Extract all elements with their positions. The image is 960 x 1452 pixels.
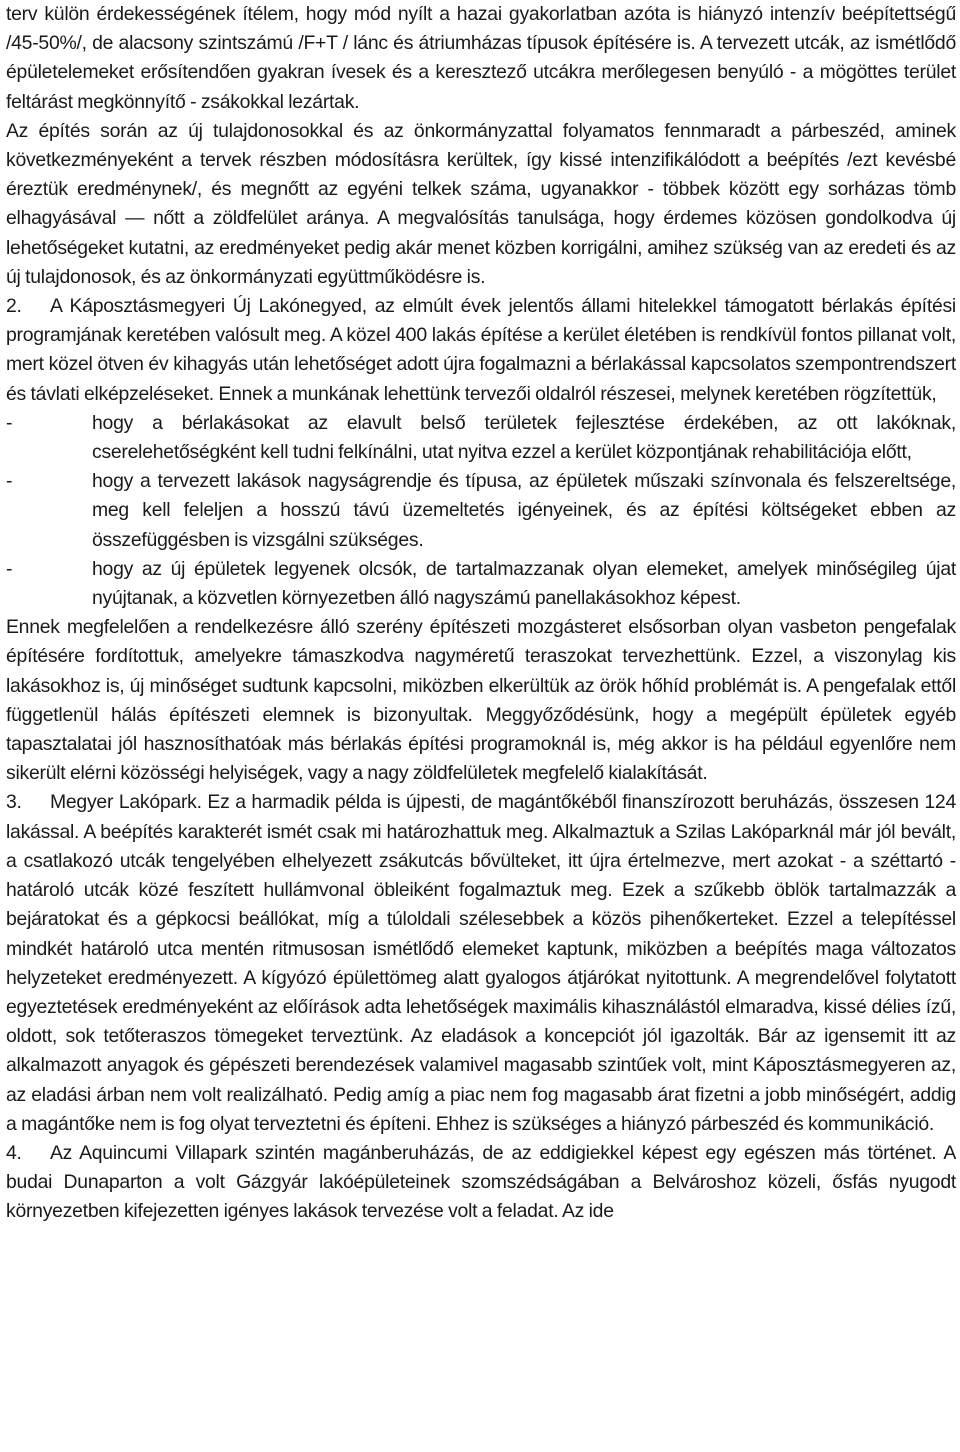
list-item-text: Az Aquincumi Villapark szintén magánberuházás, de az eddigiekkel képest egy egészen más történet. A budai Dunaparton a volt Gázgyár lakóépületeinek szomszédságában a Belvároshoz közeli, ősfás nyugodt környezetben kifejezetten igényes lakások tervezése volt a feladat. Az ide [6, 1141, 956, 1223]
dash-item-text: hogy az új épületek legyenek olcsók, de tartalmazzanak olyan elemeket, amelyek minőségileg újat nyújtanak, a közvetlen környezetben álló nagyszámú panellakásokhoz képest. [92, 557, 956, 610]
dash-item-3 [6, 555, 956, 613]
list-item-text: A Káposztásmegyeri Új Lakónegyed, az elmúlt évek jelentős állami hitelekkel támogatott bérlakás építési programjának keretében valósult meg. A közel 400 lakás építése a kerület életében is rendkívül fontos pillanat volt, mert közel ötven év kihagyás után lehetőséget adott újra fogalmazni a bérlakással kapcsolatos szempontrendszert és távlati elképzeléseket. Ennek a munkának lehettünk tervezői oldalról részesei, melynek keretében rögzítettük, [6, 295, 956, 405]
list-number: 3. [6, 791, 22, 814]
paragraph-construction: Az építés során az új tulajdonosokkal és az önkormányzattal folyamatos fennmaradt a párbeszéd, aminek következményeként a tervek részben módosításra kerültek, így kissé intenzifikálódott a beépítés /ezt kevésbé éreztük eredménynek/, és megnőtt az egyéni telkek száma, ugyanakkor - többek között egy sorházas tömb elhagyásával — nőtt a zöldfelület aránya. A megvalósítás tanulsága, hogy érdemes közösen gondolkodva új lehetőségeket kutatni, az eredményeket pedig akár menet közben korrigálni, amihez szükség van az eredeti és az új tulajdonosok, és az önkormányzati együttműködésre is. [6, 119, 956, 288]
dash-item-1 [6, 409, 956, 467]
list-number: 4. [6, 1141, 22, 1164]
paragraph-pengefalak: Ennek megfelelően a rendelkezésre álló szerény építészeti mozgásteret elsősorban olyan vasbeton pengefalak építésére fordítottuk, amelyekre támaszkodva nagyméretű teraszokat tervezhettünk. Ezzel, a viszonylag kis lakásokhoz is, új minőséget sudtunk kapcsolni, miközben elkerültük az örök hőhíd problémát is. A pengefalak ettől függetlenül hálás építészeti elemnek is bizonyultak. Meggyőződésünk, hogy a megépült épületek egyéb tapasztalatai jól hasznosíthatóak más bérlakás építési programoknál is, még akkor is ha például egyenlőre nem sikerült elérni közösségi helyiségek, vagy a nagy zöldfelületek megfelelő kialakítását. [6, 616, 956, 785]
dash-marker: - [6, 470, 13, 493]
dash-item-text: hogy a bérlakásokat az elavult belső területek fejlesztése érdekében, az ott lakóknak, cserelehetőségként kell tudni felkínálni, utat nyitva ezzel a kerület központjának rehabilitációja előtt, [92, 411, 956, 464]
list-item-3 [6, 788, 956, 1138]
paragraph-intro: terv külön érdekességének ítélem, hogy mód nyílt a hazai gyakorlatban azóta is hiányzó intenzív beépítettségű /45-50%/, de alacsony szintszámú /F+T / lánc és átriumházas típusok építésére is. A tervezett utcák, az ismétlődő épületelemeket erősítendően gyakran ívesek és a keresztező utcákra merőlegesen benyúló - a mögöttes terület feltárást megkönnyítő - zsákokkal lezártak. [6, 3, 956, 113]
list-item-4 [6, 1139, 956, 1227]
list-item-text: Megyer Lakópark. Ez a harmadik példa is újpesti, de magántőkéből finanszírozott beruházás, összesen 124 lakással. A beépítés karakterét ismét csak mi határozhattuk meg. Alkalmaztuk a Szilas Lakóparknál már jól bevált, a csatlakozó utcák tengelyében elhelyezett zsákutcás bővülteket, itt újra értelmezve, mert azokat - a széttartó - határoló utcák közé feszített hullámvonal öbleiként fogalmaztuk meg. Ezek a szűkebb öblök tartalmazzák a bejáratokat és a gépkocsi beállókat, míg a túloldali szélesebbek a közös pihenőkerteket. Ezzel a telepítéssel mindkét határoló utca mentén ritmusosan ismétlődő elemeket kaptunk, miközben a beépítés maga változatos helyzeteket eredményezett. A kígyózó épülettömeg alatt gyalogos átjárókat nyitottunk. A megrendelővel folytatott egyeztetések eredményeként az előírások adta lehetőségek maximális kihasználástól elmaradva, kissé délies ízű, oldott, sok tetőteraszos tömegeket terveztünk. Az eladások a koncepciót jól igazolták. Bár az igensemit itt az alkalmazott anyagok és gépészeti berendezések valamivel magasabb szintűek volt, mint Káposztásmegyeren az, az eladási árban nem volt realizálható. Pedig amíg a piac nem fog magasabb árat fizetni a jobb minőségért, addig a magántőke nem is fog olyat terveztetni és építeni. Ehhez is szükséges a hiányzó párbeszéd és kommunikáció. [6, 791, 956, 1135]
dash-marker: - [6, 411, 13, 434]
dash-marker: - [6, 557, 13, 580]
document-page [6, 0, 956, 1227]
dash-item-2 [6, 467, 956, 555]
list-item-2 [6, 292, 956, 409]
list-number: 2. [6, 295, 22, 318]
dash-item-text: hogy a tervezett lakások nagyságrendje és típusa, az épületek műszaki színvonala és felszereltsége, meg kell feleljen a hosszú távú üzemeltetés igényeinek, és az építési költségeket ebben az összefüggésben is vizsgálni szükséges. [92, 470, 956, 551]
